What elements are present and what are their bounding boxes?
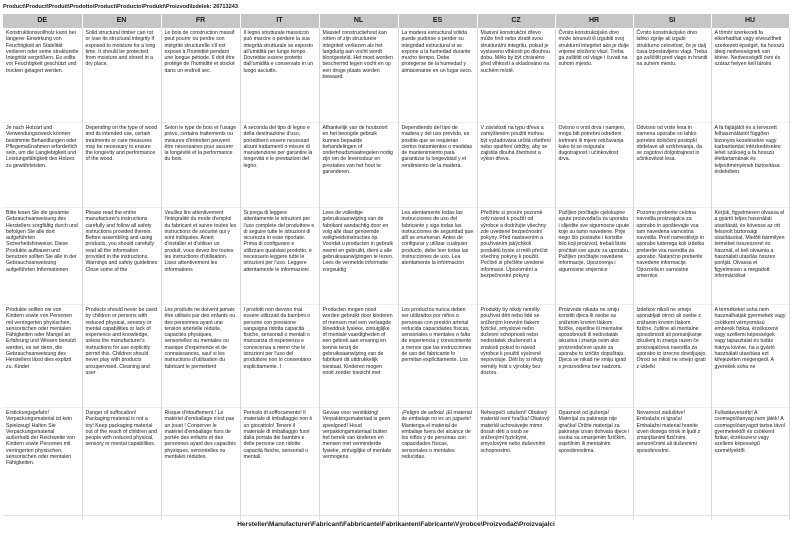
- text-cell-cz: Produkty by nikdy neměly používat děti nebo lidé se sníženým krevním tlakem fyzické, smyslové nebo duševní schopnosti nebo nedostatek zkušeností a znalostí pokud to návod výrobce k použití výslovně nepovoluje. Děti by si nikdy neměly hrát s výrobky bez dozoru.: [477, 305, 555, 408]
- lang-header-nl: NL: [319, 14, 398, 28]
- text-cell-hu: A tömör szerkezeti fa elkorhadhat vagy elveszítheti szerkezeti épségét, ha hosszú ideig nedvességnek van kitéve. Nedvességtől óvni és száraz helyen kell tárolni.: [711, 28, 789, 123]
- lang-header-en: EN: [82, 14, 161, 28]
- lang-header-it: IT: [240, 14, 319, 28]
- lang-header-fr: FR: [161, 14, 240, 28]
- text-cell-hr: Čvrsto konstrukcijsko drvo može istrunuti ili izgubiti svoj strukturni integritet ako je dulje vrijeme izloženo vlazi. Treba ga zaštititi od vlage i čuvati na suhom mjestu.: [555, 28, 633, 123]
- document-header: Product\Product\Produit\Prodotto\Product\Producto\Produkt\Proizvod\Izdelek: 26713243: [3, 4, 238, 10]
- language-header-row: [3, 14, 789, 28]
- text-cell-nl: Massief constructiehout kan rotten of zijn structurele integriteit verliezen als het langdurig aan vocht wordt blootgesteld. Het moet worden beschermd tegen vocht en op een droge plaats worden bewaard.: [319, 28, 398, 123]
- lang-header-de: DE: [3, 14, 82, 28]
- text-cell-hr: Pažljivo pročitajte cjelokupne upute proizvođača za uporabu i slijedite sve sigurnosne upute koje su tamo navedene. Prije nego što postavite i koristite bilo koji proizvod, trebali biste pročitati sve upute za uporabu. Pažljivo pročitajte navedene informacije. Upozorenja i sigurnosne smjernice: [555, 208, 633, 305]
- text-cell-es: Los productos nunca deben ser utilizados por niños o personas con presión arterial reducida capacidades físicas, sensoriales o mentales o falta de experiencia y conocimiento a menos que las instrucciones de uso del fabricante lo permitan explícitamente. Los: [398, 305, 477, 408]
- text-cell-it: Si prega di leggere attentamente le istruzioni per l'uso complete del produttore e di seguire tutte le istruzioni di sicurezza in esse riportate. Prima di configurare e utilizzare qualsiasi prodotto, è necessario leggere tutte le istruzioni per l'uso. Leggere attentamente le informazioni: [240, 208, 319, 305]
- text-cell-de: Produkte sollten nie von Kindern sowie von Personen mit verringerten physischen, sensorischen oder mentalen Fähigkeiten oder Mangel an Erfahrung und Wissen benutzt werden, es sei denn, die Gebrauchsanweisung des Herstellers lässt dies explizit zu. Kinder: [3, 305, 82, 408]
- text-cell-es: Lea atentamente todas las instrucciones de uso del fabricante y siga todas las instrucciones de seguridad que allí se enumeran. Antes de configurar y utilizar cualquier producto, debe leer todas las instrucciones de uso. Lea atentamente la información: [398, 208, 477, 305]
- text-cell-si: Pozorno preberite celotna navodila proizvajalca za uporabo in upoštevajte vsa tam navedena varnostna navodila. Pred namestitvijo in uporabo katerega koli izdelka preberite vsa navodila za uporabo. Natančno preberite navedene informacije. Opozorila in varnostne smernice: [633, 208, 711, 305]
- text-cell-fr: Veuillez lire attentivement l'intégralité du mode d'emploi du fabricant et suivre toutes les instructions de sécurité qui y sont indiquées. Avant d'installer et d'utiliser un produit, vous devez lire toutes les instructions d'utilisation. Lisez attentivement les informations: [161, 208, 240, 305]
- text-cell-cz: V závislosti na typu dřeva a zamýšleném použití mohou být vyžadována určitá ošetření nebo opatření údržby, aby se zajistila dlouhá životnost a výkon dřeva.: [477, 123, 555, 208]
- text-cell-it: A seconda del tipo di legno e della destinazione d'uso, potrebbero essere necessari alcuni trattamenti o misure di manutenzione per garantire la longevità e le prestazioni del legno.: [240, 123, 319, 208]
- text-cell-hu: A fa fajtájától és a tervezett felhasználástól függően bizonyos kezelésekre vagy karbantartási intézkedésekre lehet szükség a fa hosszú élettartamának és teljesítményének biztosítása érdekében.: [711, 123, 789, 208]
- text-cell-nl: Gevaar voor verstikking! Verpakkingsmateriaal is geen speelgoed! Houd verpakkingsmateriaal buiten het bereik van kinderen en mensen met verminderde fysieke, zintuiglijke of mentale vermogens.: [319, 408, 398, 521]
- text-cell-hr: Proizvode nikada ne smiju koristiti djeca ili osobe sa sniženim krvnim tlakom fizičke, osjetilne ili mentalne sposobnosti ili nedostatak iskustva i znanja osim ako proizvođačeve upute za uporabu to izričito dopuštaju. Djeca se nikad ne smiju igrati s proizvodima bez nadzora.: [555, 305, 633, 408]
- text-cell-nl: Producten mogen nooit worden gebruikt door kinderen of mensen met een verlaagde bloeddruk fysieke, zintuiglijke of mentale vaardigheden of een gebrek aan ervaring en kennis tenzij de gebruiksaanwijzing van de fabrikant dit uitdrukkelijk toestaat. Kinderen mogen nooit zonder toezicht met: [319, 305, 398, 408]
- text-cell-si: Nevarnost zadušitve! Embalaža ni igrača! Embalažni material hranite izven dosega otrok in ljudi z zmanjšanimi fizičnimi, senzoričnimi ali duševnimi sposobnostmi.: [633, 408, 711, 521]
- text-cell-si: Izdelkov nikoli ne smejo uporabljati otroci ali osebe z znižanim krvnim tlakom fizične, čutilne ali mentalne sposobnosti ali pomanjkanje izkušenj in znanja razen če proizvajalčeva navodila za uporabo to izrecno dovoljujejo. Otroci se nikoli ne smejo igrati z izdelki: [633, 305, 711, 408]
- text-cell-si: Odvisno od vrste lesa in namena uporabe so lahko potrebni določeni postopki obdelave ali vzdrževanja, da se zagotovi dolgotrajnost in učinkovitost lesa.: [633, 123, 711, 208]
- translation-table: [3, 14, 790, 520]
- text-cell-it: Pericolo di soffocamento! Il materiale di imballaggio non è un giocattolo! Tenere il materiale di imballaggio fuori dalla portata dei bambini e delle persone con ridotte capacità fisiche, sensoriali o mentali.: [240, 408, 319, 521]
- text-cell-en: Depending on the type of wood and its intended use, certain treatments or care measures may be necessary to ensure the longevity and performance of the wood.: [82, 123, 161, 208]
- text-cell-si: Čvrsto konstrukcijsko drvo lahko zgnije ali izgubi strukturno celovitost, če je dalj časa izpostavljeno vlagi. Treba ga zaščititi pred vlago in hraniti na suhem mestu.: [633, 28, 711, 123]
- text-cell-de: Je nach Holzart und Verwendungszweck können bestimmte Behandlungen oder Pflegemaßnahmen erforderlich sein, um die Langlebigkeit und Leistungsfähigkeit des Holzes zu gewährleisten.: [3, 123, 82, 208]
- text-cell-fr: Le bois de construction massif peut pourrir ou perdre son intégrité structurelle s'il est exposé à l'humidité pendant une longue période. Il doit être protégé de l'humidité et stocké dans un endroit sec.: [161, 28, 240, 123]
- text-cell-fr: Les produits ne doivent jamais être utilisés par des enfants ou des personnes ayant une tension artérielle réduite, capacités physiques, sensorielles ou mentales ou manque d'expérience et de connaissances, sauf si les instructions d'utilisation du fabricant le permettent: [161, 305, 240, 408]
- text-cell-it: I prodotti non devono mai essere utilizzati da bambini o persone con pressione sanguigna ridotta capacità fisiche, sensoriali o mentali o mancanza di esperienza e conoscenza a meno che le istruzioni per l'uso del produttore non lo consentano esplicitamente. I: [240, 305, 319, 408]
- text-cell-en: Please read the entire manufacturer's instructions carefully and follow all safety instructions provided therein. Before assembling and using products, you should carefully read all the information provided in the instructions. Warnings and safety guidelines Close some of the: [82, 208, 161, 305]
- footer-divider: [3, 515, 789, 516]
- text-cell-es: La madera estructural sólida puede pudrirse o perder su integridad estructural si se expone a la humedad durante mucho tiempo. Debe protegerse de la humedad y almacenarse en un lugar seco.: [398, 28, 477, 123]
- lang-header-cz: CZ: [477, 14, 555, 28]
- text-cell-es: ¡Peligro de asfixia! ¡El material de embalaje no es un juguete! Mantenga el material de embalaje fuera del alcance de los niños y de personas con capacidades físicas, sensoriales o mentales reducidas.: [398, 408, 477, 521]
- section-row-suffocation: [3, 408, 789, 521]
- document-footer: Hersteller\Manufacturer\Fabricant\Fabbricante\Fabrikanten\Fabricante\Výrobce\Proizvođač\Proizvajalci: [237, 521, 555, 528]
- text-cell-en: Danger of suffocation! Packaging material is not a toy! Keep packaging material out of the reach of children and people with reduced physical, sensory or mental capabilities.: [82, 408, 161, 521]
- section-row-instructions: [3, 208, 789, 305]
- section-row-treatment: [3, 123, 789, 208]
- text-cell-fr: Risque d'étouffement ! Le matériel d'emballage n'est pas un jouet ! Conserver le matériel d'emballage hors de portée des enfants et des personnes ayant des capacités physiques, sensorielles ou mentales réduites.: [161, 408, 240, 521]
- text-cell-de: Erstickungsgefahr! Verpackungsmaterial ist kein Spielzeug! Halten Sie Verpackungsmaterial außerhalb der Reichweite von Kindern sowie Personen mit verringerten physischen, sensorischen oder mentalen Fähigkeiten.: [3, 408, 82, 521]
- lang-header-es: ES: [398, 14, 477, 28]
- section-row-children: [3, 305, 789, 408]
- text-cell-en: Products should never be used by children or persons with reduced physical, sensory or mental capabilities or lack of experience and knowledge, unless the manufacturer's instructions for use explicitly permit this. Children should never play with products unsupervised. Cleaning and user: [82, 305, 161, 408]
- text-cell-hu: A termékeket soha nem használhatják gyermekek vagy csökkent vérnyomású emberek fizikai, érzékszervi vagy szellemi képességek vagy tapasztalat és tudás hiánya kivéve, ha a gyártó használati utasítása ezt kifejezetten megengedi. A gyerekek soha ne: [711, 305, 789, 408]
- lang-header-hu: HU: [711, 14, 789, 28]
- lang-header-hr: HR: [555, 14, 633, 28]
- text-cell-cz: Nebezpečí udušení! Obalový materiál není hračka! Obalový materiál uchovávejte mimo dosah dětí a osob se sníženými fyzickými, smyslovými nebo duševními schopnostmi.: [477, 408, 555, 521]
- text-cell-cz: Masivní konstrukční dřevo může hnít nebo ztratit svou strukturální integritu, pokud je vystaveno vlhkosti po dlouhou dobu. Mělo by být chráněno před vlhkostí a skladováno na suchém místě.: [477, 28, 555, 123]
- text-cell-de: Konstruktionsvollholz kann bei längerer Einwirkung von Feuchtigkeit an Stabilität verlieren oder seine strukturelle Integrität vergrößern. Es sollte vor Feuchtigkeit geschützt und trocken gelagert werden.: [3, 28, 82, 123]
- text-cell-hr: Ovisno o vrsti drva i namjeni, mogu biti potrebni određeni tretmani ili mjere održavanja kako bi se osigurala dugotrajnost i učinkovitost drva.: [555, 123, 633, 208]
- text-cell-hu: Kérjük, figyelmesen olvassa el a gyártó teljes használati utasítását, és kövesse az ott felsorolt biztonsági utasításokat. Mielőtt bármilyen terméket összeszerel és használ, el kell olvasnia a használati utasítás összes pontját. Olvassa el figyelmesen a megadott információkat: [711, 208, 789, 305]
- text-cell-nl: Lees de volledige gebruiksaanwijzing van de fabrikant aandachtig door en volg alle daar genoemde veiligheidsinstructies op. Voordat u producten in gebruik neemt en gebruikt, dient u alle gebruiksaanwijzingen te lezen. Lees de vermelde informatie zorgvuldig: [319, 208, 398, 305]
- text-cell-fr: Selon le type de bois et l'usage prévu, certains traitements ou mesures d'entretien peuvent être nécessaires pour assurer la longévité et la performance du bois.: [161, 123, 240, 208]
- text-cell-en: Solid structural timber can rot or lose its structural integrity if exposed to moisture for a long time. It should be protected from moisture and stored in a dry place.: [82, 28, 161, 123]
- text-cell-nl: Afhankelijk van de houtsoort en het beoogde gebruik kunnen bepaalde behandelingen of onderhoudsmaatregelen nodig zijn om de levensduur en prestaties van het hout te garanderen.: [319, 123, 398, 208]
- text-cell-it: Il legno strutturale massiccio può marcire o perdere la sua integrità strutturale se esposto all'umidità per lungo tempo. Dovrebbe essere protetto dall'umidità e conservato in un luogo asciutto.: [240, 28, 319, 123]
- text-cell-de: Bitte lesen Sie die gesamte Gebrauchsanweisung des Herstellers sorgfältig durch und befolgen Sie alle dort aufgeführten Sicherheitshinweise. Diese Produkte aufbauen und benutzen sollten Sie alle in der Gebrauchsanweisung aufgeführten Informationen: [3, 208, 82, 305]
- text-cell-hu: Fulladásveszély! A csomagolóanyag nem játék! A csomagolóanyagot tartsa távol gyermekektől és csökkent fizikai, érzékszervi vagy szellemi képességű személyektől.: [711, 408, 789, 521]
- text-cell-cz: Přečtěte si prosím pozorně celý návod k použití od výrobce a dodržujte všechny zde uvedené bezpečnostní pokyny. Před nastavením a používáním jakýchkoli produktů byste si měli přečíst všechny pokyny k použití. Pečlivě si přečtěte uvedené informace. Upozornění a bezpečnostní pokyny: [477, 208, 555, 305]
- text-cell-es: Dependiendo del tipo de madera y del uso previsto, es posible que se requieran ciertos tratamientos o medidas de mantenimiento para garantizar la longevidad y el rendimiento de la madera.: [398, 123, 477, 208]
- text-cell-hr: Opasnost od gušenja! Materijal za pakiranje nije igračka! Držite materijal za pakiranje izvan dohvata djece i osoba sa smanjenim fizičkim, osjetilnim ili mentalnim sposobnostima.: [555, 408, 633, 521]
- lang-header-si: SI: [633, 14, 711, 28]
- section-row-moisture: [3, 28, 789, 123]
